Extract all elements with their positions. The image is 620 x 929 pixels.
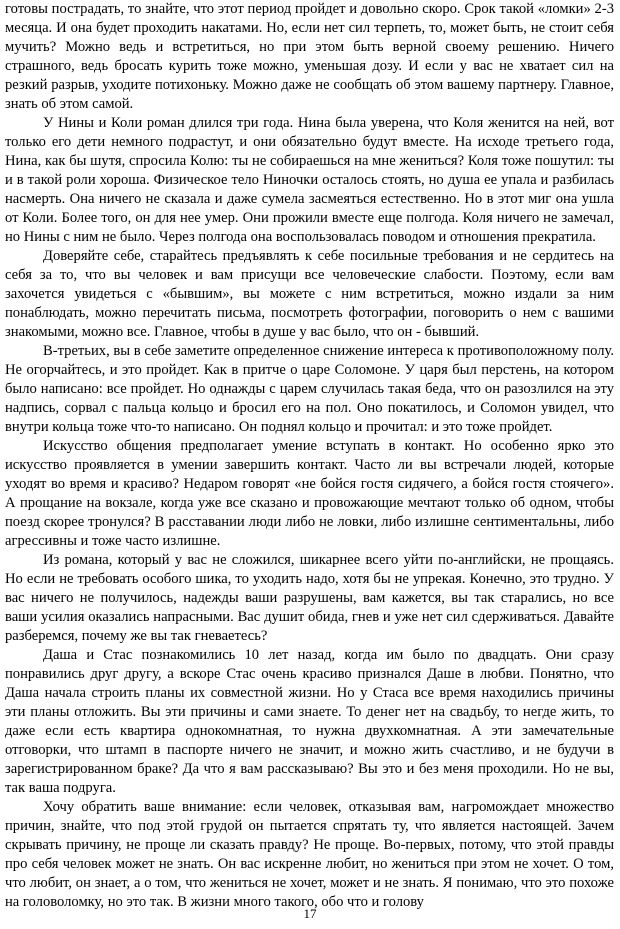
- page-body: [5, 0, 614, 929]
- paragraph-thirdly: В-третьих, вы в себе заметите определенное снижение интереса к противоположному полу. Не огорчайтесь, и это пройдет. Как в притче о царе Соломоне. У царя был перстень, на котором было написано: все пройдет. Но однажды с царем случилась такая беда, что он разозлился на эту надпись, сорвал с пальца кольцо и бросил его на пол. Оно покатилось, и Соломон увидел, что внутри кольца тоже что-то написано. Он поднял кольцо и прочитал: и это тоже пройдет.: [5, 343, 614, 435]
- paragraph-trust-yourself: Доверяйте себе, старайтесь предъявлять к себе посильные требования и не сердитесь на себя за то, что вы человек и вам присущи все человеческие слабости. Поэтому, если вам захочется увидеться с «бывшим», вы можете с ним встретиться, можно издали за ним понаблюдать, можно перечитать письма, посмотреть фотографии, поговорить о нем с вашими знакомыми, можно все. Главное, чтобы в душе у вас было, что он - бывший.: [5, 248, 614, 340]
- paragraph-dasha-stas: Даша и Стас познакомились 10 лет назад, когда им было по двадцать. Они сразу понравились друг другу, а вскоре Стас очень красиво признался Даше в любви. Понятно, что Даша начала строить планы их совместной жизни. Но у Стаса все время находились причины эти планы отложить. Вы эти причины и сами знаете. То денег нет на свадьбу, то негде жить, то даже если есть квартира однокомнатная, то нужна двухкомнатная. А эти замечательные отговорки, что штамп в паспорте ничего не значит, и можно жить счастливо, и не будучи в зарегистрированном браке? Да что я вам рассказываю? Вы это и без меня проходили. Но не вы, так ваша подруга.: [5, 647, 614, 796]
- paragraph-leaving-romance: Из романа, который у вас не сложился, шикарнее всего уйти по-английски, не прощаясь. Но если не требовать особого шика, то уходить надо, хотя бы не упрекая. Конечно, это трудно. У вас ничего не получилось, надежды ваши разрушены, вам кажется, вы так старались, но все ваши усилия оказались напрасными. Вас душит обида, гнев и уже нет сил сдерживаться. Давайте разберемся, почему же вы так гневаетесь?: [5, 552, 614, 644]
- paragraph-hidden-reason: Хочу обратить ваше внимание: если человек, отказывая вам, нагромождает множество причин, знайте, что под этой грудой он пытается спрятать ту, что является настоящей. Зачем скрывать причину, не проще ли сказать правду? Не проще. Во-первых, потому, что этой правды про себя человек может не знать. Он вас искренне любит, но жениться при этом не хочет. О том, что любит, он знает, а о том, что жениться не хочет, может и не знать. Я понимаю, что это похоже на головоломку, но это так. В жизни много такого, обо что и голову: [5, 799, 614, 910]
- paragraph-nina-kolya: У Нины и Коли роман длился три года. Нина была уверена, что Коля женится на ней, вот только его дети немного подрастут, и они обязательно будут вместе. На исходе третьего года, Нина, как бы шутя, спросила Колю: ты не собираешься на мне жениться? Коля тоже пошутил: ты и в такой роли хороша. Физическое тело Ниночки осталось стоять, но душа ее упала и разбилась насмерть. Она ничего не сказала и даже сумела засмеяться естественно. Но в этот миг она ушла от Коли. Более того, он для нее умер. Они прожили вместе еще полгода. Коля ничего не замечал, но Нины с ним не было. Через полгода она воспользовалась поводом и отношения прекратила.: [5, 115, 614, 245]
- page-number: 17: [303, 906, 317, 921]
- paragraph-continuation: готовы пострадать, то знайте, что этот период пройдет и довольно скоро. Срок такой «ломки» 2-3 месяца. И она будет проходить накатами. Но, если нет сил терпеть, то, может быть, не стоит себя мучить? Можно ведь и встретиться, но при этом быть верной своему решению. Ничего страшного, ведь бросать курить тоже можно, уменьшая дозу. И если у вас не хватает сил на резкий разрыв, уходите потихоньку. Можно даже не сообщать об этом вашему партнеру. Главное, знать об этом самой.: [5, 1, 614, 112]
- paragraph-art-of-communication: Искусство общения предполагает умение вступать в контакт. Но особенно ярко это искусство проявляется в умении завершить контакт. Часто ли вы встречали людей, которые уходят во время и красиво? Недаром говорят «не бойся гостя сидячего, а бойся гостя стоячего». А прощание на вокзале, когда уже все сказано и провожающие мечтают только об одном, чтобы поезд скорее тронулся? В расставании люди либо не ловки, либо излишне сентиментальны, либо агрессивны и тоже часто излишне.: [5, 438, 614, 549]
